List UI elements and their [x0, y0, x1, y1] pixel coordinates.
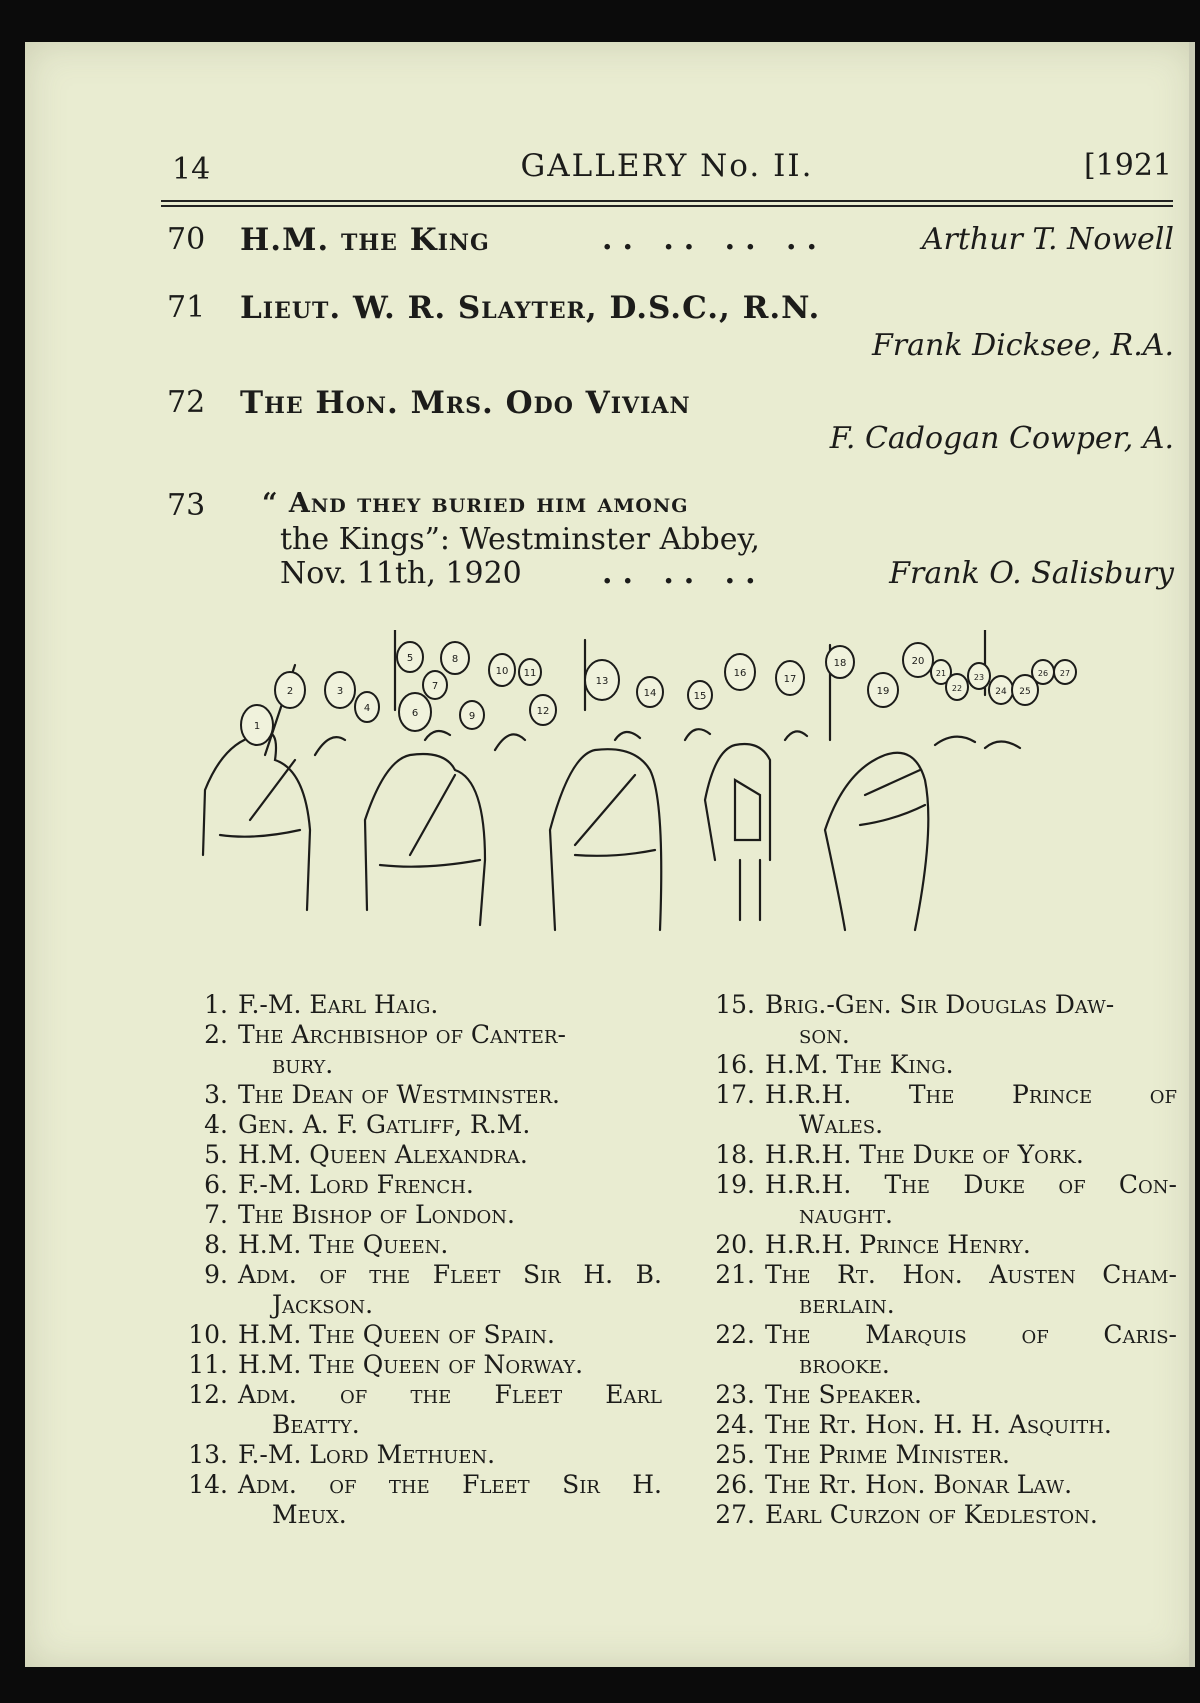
entry-title: H.M. the King [240, 222, 490, 258]
label-25: 25 [1019, 687, 1031, 697]
header-rule-bottom [161, 205, 1173, 207]
running-header [162, 110, 1172, 187]
key-item-continued: berlain. [799, 1290, 895, 1319]
key-list-right [707, 990, 1177, 1530]
year-label: [1921 [1083, 148, 1172, 183]
key-item: 11. H.M. The Queen of Norway. [188, 1350, 584, 1379]
key-item-continued: brooke. [799, 1350, 890, 1379]
label-27: 27 [1059, 669, 1071, 678]
label-9: 9 [468, 711, 476, 722]
key-item-continued: Jackson. [272, 1290, 374, 1319]
key-item: 9. Adm. of the Fleet Sir H. B. [204, 1260, 662, 1289]
label-21: 21 [935, 669, 947, 678]
entry-72 [162, 385, 1174, 465]
entry-title-line3: Nov. 11th, 1920 [280, 556, 522, 591]
entry-title-line2: the Kings”: Westminster Abbey, [280, 522, 760, 557]
key-item-continued: Beatty. [272, 1410, 360, 1439]
leader-dots: .. .. .. [602, 556, 766, 591]
key-item: 22. The Marquis of Caris- [715, 1320, 1177, 1349]
entry-artist: F. Cadogan Cowper, A. [829, 421, 1174, 456]
key-item: 5. H.M. Queen Alexandra. [204, 1140, 528, 1169]
key-item-continued: son. [799, 1020, 850, 1049]
label-4: 4 [363, 703, 371, 714]
key-item: 13. F.-M. Lord Methuen. [188, 1440, 496, 1469]
label-6: 6 [411, 708, 419, 719]
key-item: 6. F.-M. Lord French. [204, 1170, 474, 1199]
key-list-left [180, 990, 662, 1530]
label-10: 10 [495, 666, 509, 677]
label-22: 22 [951, 684, 963, 693]
entry-title: Lieut. W. R. Slayter, D.S.C., R.N. [240, 290, 821, 326]
page-edge [1189, 42, 1195, 1667]
entry-number: 71 [167, 290, 206, 325]
entry-71 [162, 290, 1174, 370]
entry-70 [162, 222, 1174, 272]
entry-artist: Arthur T. Nowell [921, 222, 1174, 257]
label-19: 19 [876, 686, 890, 697]
label-2: 2 [286, 686, 294, 697]
label-11: 11 [523, 668, 537, 679]
label-5: 5 [406, 653, 414, 664]
key-item: 16. H.M. The King. [715, 1050, 954, 1079]
label-15: 15 [693, 691, 707, 702]
entry-artist: Frank Dicksee, R.A. [871, 328, 1174, 363]
label-7: 7 [431, 681, 439, 692]
entry-title: The Hon. Mrs. Odo Vivian [240, 385, 691, 421]
key-item: 15. Brig.-Gen. Sir Douglas Daw- [715, 990, 1115, 1019]
label-18: 18 [833, 658, 847, 669]
label-3: 3 [336, 686, 344, 697]
key-item: 21. The Rt. Hon. Austen Cham- [715, 1260, 1177, 1289]
label-17: 17 [783, 674, 797, 685]
entry-number: 72 [167, 385, 206, 420]
leader-dots: .. .. .. .. [602, 222, 827, 257]
key-item: 24. The Rt. Hon. H. H. Asquith. [715, 1410, 1112, 1439]
key-item: 10. H.M. The Queen of Spain. [188, 1320, 555, 1349]
entry-artist: Frank O. Salisbury [889, 556, 1174, 591]
key-item-continued: Wales. [799, 1110, 884, 1139]
gallery-title: GALLERY No. II. [520, 148, 814, 184]
entry-number: 70 [167, 222, 206, 257]
key-item: 26. The Rt. Hon. Bonar Law. [715, 1470, 1073, 1499]
key-item: 7. The Bishop of London. [204, 1200, 515, 1229]
label-20: 20 [911, 656, 925, 667]
entry-number: 73 [167, 488, 206, 523]
label-12: 12 [536, 706, 550, 717]
entry-title-line1: “ And they buried him among [262, 488, 689, 519]
header-rule-top [161, 200, 1173, 202]
key-item: 12. Adm. of the Fleet Earl [188, 1380, 662, 1409]
key-item-continued: bury. [272, 1050, 334, 1079]
key-item: 17. H.R.H. The Prince of [715, 1080, 1177, 1109]
key-sketch [195, 630, 1095, 950]
key-item: 20. H.R.H. Prince Henry. [715, 1230, 1031, 1259]
key-item-continued: Meux. [272, 1500, 347, 1529]
label-13: 13 [595, 676, 609, 687]
key-item-continued: naught. [799, 1200, 893, 1229]
key-item: 19. H.R.H. The Duke of Con- [715, 1170, 1177, 1199]
key-item: 18. H.R.H. The Duke of York. [715, 1140, 1084, 1169]
label-1: 1 [253, 721, 261, 732]
key-item: 8. H.M. The Queen. [204, 1230, 449, 1259]
key-item: 14. Adm. of the Fleet Sir H. [188, 1470, 662, 1499]
key-item: 23. The Speaker. [715, 1380, 922, 1409]
key-item: 3. The Dean of Westminster. [204, 1080, 560, 1109]
key-item: 27. Earl Curzon of Kedleston. [715, 1500, 1098, 1529]
label-23: 23 [973, 673, 985, 682]
label-24: 24 [995, 687, 1007, 697]
label-14: 14 [643, 688, 657, 699]
key-item: 4. Gen. A. F. Gatliff, R.M. [204, 1110, 531, 1139]
key-item: 25. The Prime Minister. [715, 1440, 1011, 1469]
key-item: 1. F.-M. Earl Haig. [204, 990, 439, 1019]
key-item: 2. The Archbishop of Canter- [204, 1020, 566, 1049]
page-number: 14 [172, 152, 211, 187]
label-26: 26 [1037, 669, 1049, 678]
entry-73 [162, 488, 1174, 598]
label-8: 8 [451, 654, 459, 665]
label-16: 16 [733, 668, 747, 679]
